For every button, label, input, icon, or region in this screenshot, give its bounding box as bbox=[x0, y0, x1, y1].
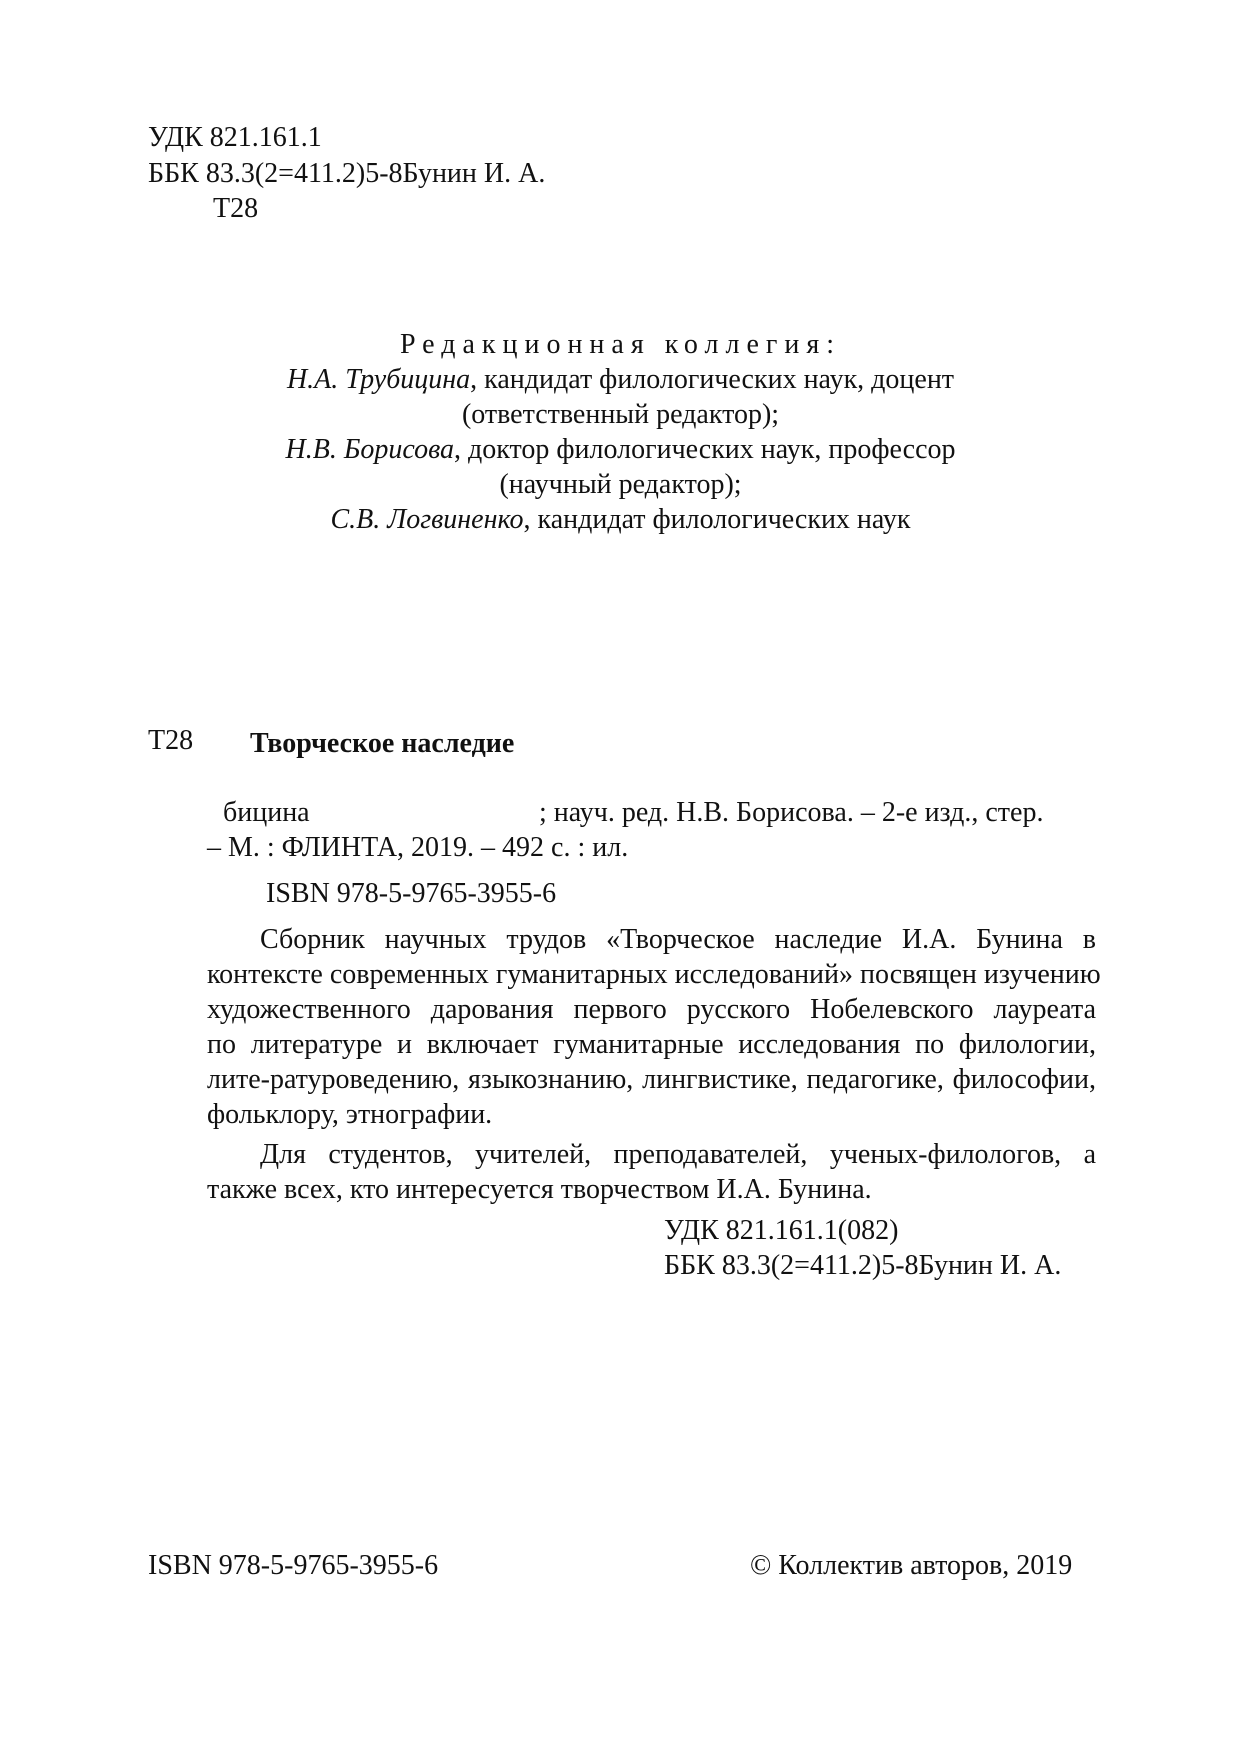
entry-line1-right: ; науч. ред. Н.В. Борисова. – 2-е изд., стер. bbox=[539, 797, 1044, 828]
footer-copyright: © Коллектив авторов, 2019 bbox=[750, 1550, 1073, 1581]
abstract-p2-line2: также всех, кто интересуется творчеством И.А. Бунина. bbox=[207, 1174, 872, 1205]
abstract-p2-line1: Для студентов, учителей, преподавателей, ученых-филологов, а bbox=[260, 1139, 1096, 1170]
abstract-p1-line5: лите-ратуроведению, языкознанию, лингвистике, педагогике, философии, bbox=[207, 1064, 1096, 1095]
board-member-2-role: (научный редактор); bbox=[499, 469, 742, 500]
entry-line1-left: бицина bbox=[223, 797, 310, 828]
board-member-2-name: Н.В. Борисова bbox=[285, 434, 455, 465]
abstract-p1-line6: фольклору, этнографии. bbox=[207, 1099, 493, 1130]
board-member-1-role: (ответственный редактор); bbox=[461, 399, 780, 430]
abstract-p1-line2: контексте современных гуманитарных исследований» посвящен изучению bbox=[207, 959, 1101, 990]
header-author-mark: Т28 bbox=[213, 193, 259, 224]
board-member-3-name: С.В. Логвиненко bbox=[330, 504, 524, 535]
header-udk: УДК 821.161.1 bbox=[148, 122, 322, 153]
board-member-3 bbox=[0, 506, 1241, 534]
board-member-1-desc: , кандидат филологических наук, доцент bbox=[470, 364, 955, 395]
board-member-1 bbox=[0, 366, 1241, 394]
board-member-1-name: Н.А. Трубицина bbox=[286, 364, 471, 395]
board-member-2-desc: , доктор филологических наук, профессор bbox=[454, 434, 956, 465]
classification-udk: УДК 821.161.1(082) bbox=[664, 1215, 899, 1246]
footer-isbn: ISBN 978-5-9765-3955-6 bbox=[148, 1550, 439, 1581]
board-member-3-desc: , кандидат филологических наук bbox=[523, 504, 911, 535]
entry-mark: Т28 bbox=[148, 725, 194, 756]
entry-title: Творческое наследие bbox=[250, 728, 515, 759]
board-member-2 bbox=[0, 436, 1241, 464]
board-title: Редакционная коллегия: bbox=[399, 329, 842, 360]
abstract-p1-line1: Сборник научных трудов «Творческое наследие И.А. Бунина в bbox=[260, 924, 1096, 955]
header-bbk: ББК 83.3(2=411.2)5-8Бунин И. А. bbox=[148, 158, 546, 189]
abstract-p1-line3: художественного дарования первого русского Нобелевского лауреата bbox=[207, 994, 1096, 1025]
classification-bbk: ББК 83.3(2=411.2)5-8Бунин И. А. bbox=[664, 1250, 1062, 1281]
entry-isbn: ISBN 978-5-9765-3955-6 bbox=[266, 878, 557, 909]
entry-line2: – М. : ФЛИНТА, 2019. – 492 с. : ил. bbox=[207, 832, 629, 863]
abstract-p1-line4: по литературе и включает гуманитарные исследования по филологии, bbox=[207, 1029, 1096, 1060]
